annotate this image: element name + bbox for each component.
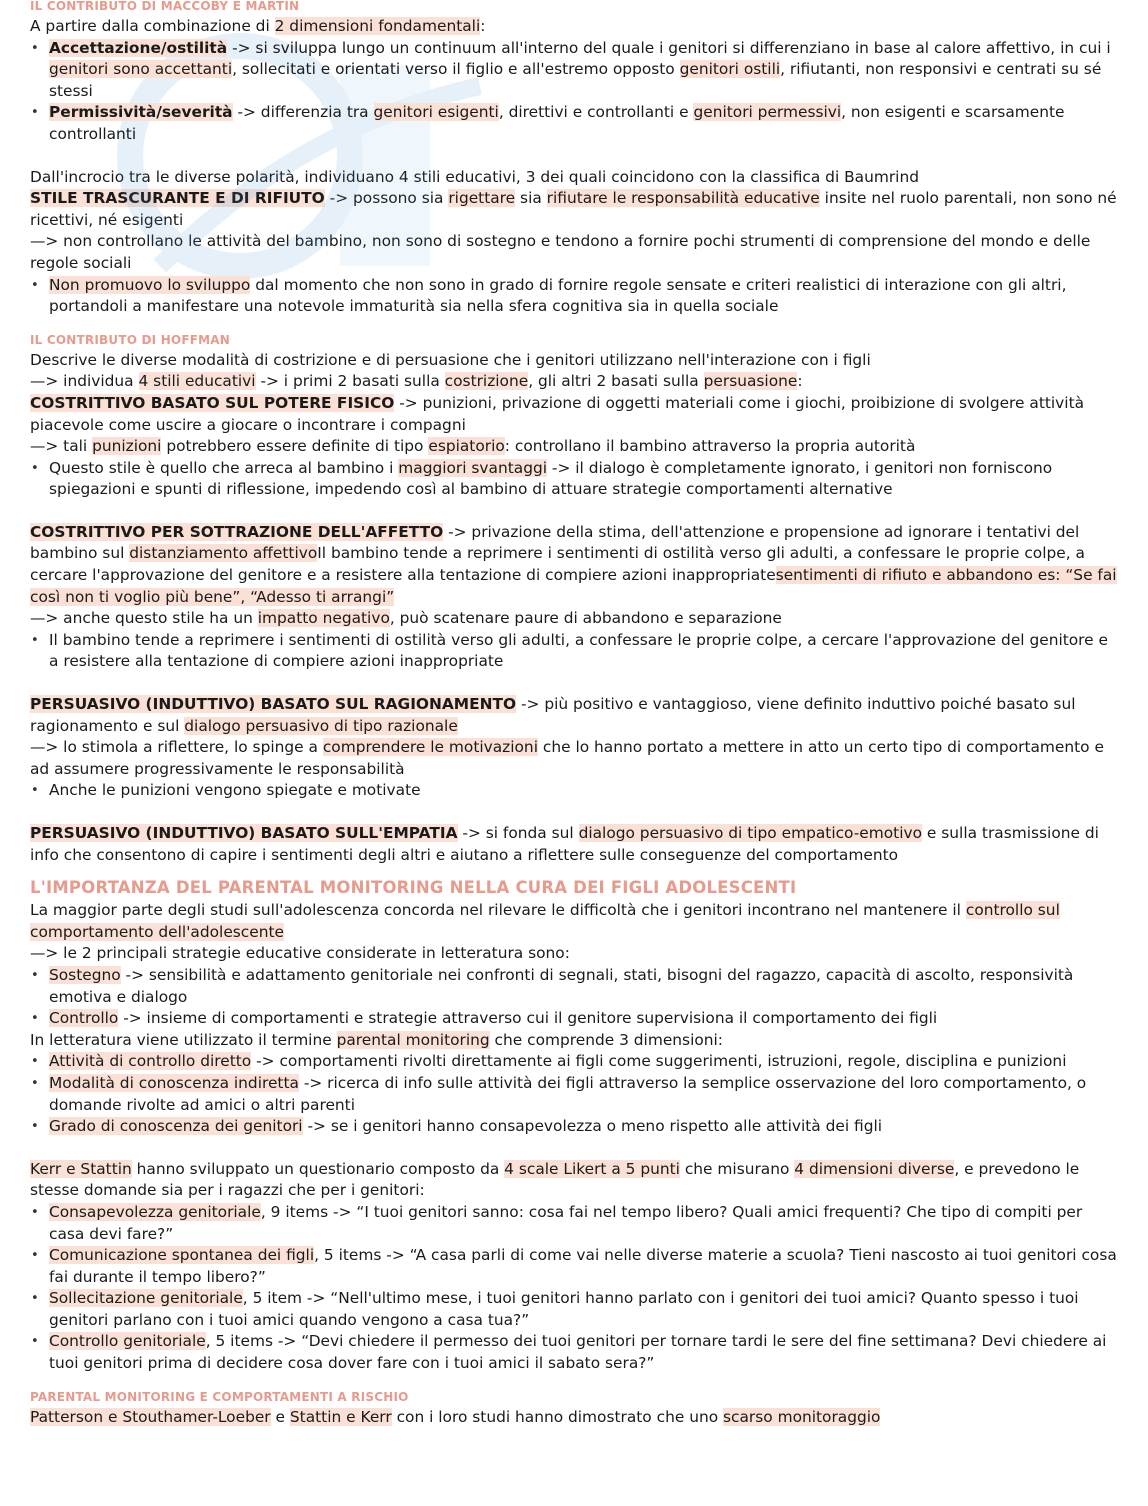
paragraph: COSTRITTIVO PER SOTTRAZIONE DELL'AFFETTO -> privazione della stima, dell'attenzione e propensione ad ignorare i tentativi del bambino sul distanziamento affettivoIl bambino tende a reprimere i sentimenti di ostilità verso gli adulti, a confessare le proprie colpe, a cercare l'approvazione del genitore e a resistere alla tentazione di compiere azioni inappropriatesentimenti di rifiuto e abbandono es: “Se fai così non ti voglio più bene”, “Adesso ti arrangi” [30, 522, 1117, 606]
list-item: • Controllo genitoriale, 5 items -> “Devi chiedere il permesso dei tuoi genitori per tornare tardi le sere del fine settimana? Devi chiedere ai tuoi genitori prima di decidere cosa dover fare con i tuoi amici il sabato sera?” [30, 1331, 1118, 1374]
section-heading-maccoby: IL CONTRIBUTO DI MACCOBY E MARTIN [30, 0, 300, 13]
paragraph: La maggior parte degli studi sull'adolescenza concorda nel rilevare le difficoltà che i genitori incontrano nel mantenere il controllo sul comportamento dell'adolescente [30, 901, 1060, 941]
paragraph: STILE TRASCURANTE E DI RIFIUTO -> possono sia rigettare sia rifiutare le responsabilità educative insite nel ruolo parentali, non sono né ricettivi, né esigenti [30, 189, 1117, 229]
list-item: • Grado di conoscenza dei genitori -> se i genitori hanno consapevolezza o meno rispetto alle attività dei figli [30, 1116, 1118, 1138]
paragraph: Dall'incrocio tra le diverse polarità, individuano 4 stili educativi, 3 dei quali coincidono con la classifica di Baumrind [30, 167, 919, 186]
list-item: • Permissività/severità -> differenzia tra genitori esigenti, direttivi e controllanti e genitori permessivi, non esigenti e scarsamente controllanti [30, 102, 1118, 145]
paragraph: Patterson e Stouthamer-Loeber e Stattin e Kerr con i loro studi hanno dimostrato che uno scarso monitoraggio [30, 1407, 881, 1426]
bullet-list [30, 630, 1118, 673]
list-item: • Controllo -> insieme di comportamenti e strategie attraverso cui il genitore supervisiona il comportamento dei figli [30, 1008, 1118, 1030]
list-item: • Questo stile è quello che arreca al bambino i maggiori svantaggi -> il dialogo è completamente ignorato, i genitori non forniscono spiegazioni e spunti di riflessione, impedendo così al bambino di attuare strategie comportamenti alternative [30, 458, 1118, 501]
list-item: • Sollecitazione genitoriale, 5 item -> “Nell'ultimo mese, i tuoi genitori hanno parlato con i genitori dei tuoi amici? Quanto spesso i tuoi genitori parlano con i tuoi amici quando vengono a casa tua?” [30, 1288, 1118, 1331]
paragraph: PERSUASIVO (INDUTTIVO) BASATO SUL RAGIONAMENTO -> più positivo e vantaggioso, viene definito induttivo poiché basato sul ragionamento e sul dialogo persuasivo di tipo razionale [30, 695, 1076, 735]
bullet-list [30, 780, 1118, 802]
bullet-list-scales [30, 1202, 1118, 1375]
bullet-list [30, 458, 1118, 501]
list-item: • Accettazione/ostilità -> si sviluppa lungo un continuum all'interno del quale i genitori si differenziano in base al calore affettivo, in cui i genitori sono accettanti, sollecitati e orientati verso il figlio e all'estremo opposto genitori ostili, rifiutanti, non responsivi e centrati su sé stessi [30, 38, 1118, 103]
paragraph-intro: A partire dalla combinazione di 2 dimensioni fondamentali: [30, 17, 486, 35]
section-heading-hoffman: IL CONTRIBUTO DI HOFFMAN [30, 332, 230, 347]
list-item: • Il bambino tende a reprimere i sentimenti di ostilità verso gli adulti, a confessare le proprie colpe, a cercare l'approvazione del genitore e a resistere alla tentazione di compiere azioni inappropriate [30, 630, 1118, 673]
section-heading-parental-monitoring: L'IMPORTANZA DEL PARENTAL MONITORING NELLA CURA DEI FIGLI ADOLESCENTI [30, 878, 797, 898]
paragraph: Kerr e Stattin hanno sviluppato un questionario composto da 4 scale Likert a 5 punti che misurano 4 dimensioni diverse, e prevedono le stesse domande sia per i ragazzi che per i genitori: [30, 1159, 1080, 1200]
list-item: • Attività di controllo diretto -> comportamenti rivolti direttamente ai figli come suggerimenti, istruzioni, regole, disciplina e punizioni [30, 1051, 1118, 1073]
list-item: • Sostegno -> sensibilità e adattamento genitoriale nei confronti di segnali, stati, bisogni del ragazzo, capacità di ascolto, responsività emotiva e dialogo [30, 965, 1118, 1008]
list-item: • Modalità di conoscenza indiretta -> ricerca di info sulle attività dei figli attraverso la semplice osservazione del loro comportamento, o domande rivolte ad amici o altri parenti [30, 1073, 1118, 1116]
paragraph: COSTRITTIVO BASATO SUL POTERE FISICO -> punizioni, privazione di oggetti materiali come i giochi, proibizione di svolgere attività piacevole come uscire a giocare o incontrare i compagni [30, 393, 1085, 434]
paragraph: —> lo stimola a riflettere, lo spinge a comprendere le motivazioni che lo hanno portato a mettere in atto un certo tipo di comportamento e ad assumere progressivamente le responsabilità [30, 738, 1104, 778]
list-item: • Comunicazione spontanea dei figli, 5 items -> “A casa parli di come vai nelle diverse materie a scuola? Tieni nascosto ai tuoi genitori cosa fai durante il tempo libero?” [30, 1245, 1118, 1288]
paragraph: —> tali punizioni potrebbero essere definite di tipo espiatorio: controllano il bambino attraverso la propria autorità [30, 437, 916, 456]
section-heading-risk-behaviour: PARENTAL MONITORING E COMPORTAMENTI A RISCHIO [30, 1389, 409, 1404]
paragraph: —> anche questo stile ha un impatto negativo, può scatenare paure di abbandono e separazione [30, 609, 782, 628]
bullet-list-strategies [30, 965, 1118, 1030]
paragraph: —> non controllano le attività del bambino, non sono di sostegno e tendono a fornire pochi strumenti di comprensione del mondo e delle regole sociali [30, 232, 1091, 272]
paragraph: PERSUASIVO (INDUTTIVO) BASATO SULL'EMPATIA -> si fonda sul dialogo persuasivo di tipo empatico-emotivo e sulla trasmissione di info che consentono di capire i sentimenti degli altri e aiutano a riflettere sulle conseguenze del comportamento [30, 824, 1099, 864]
paragraph: —> individua 4 stili educativi -> i primi 2 basati sulla costrizione, gli altri 2 basati sulla persuasione: [30, 372, 803, 391]
bullet-list-dimensions [30, 38, 1118, 146]
paragraph: Descrive le diverse modalità di costrizione e di persuasione che i genitori utilizzano nell'interazione con i figli [30, 350, 871, 369]
list-item: • Non promuovo lo sviluppo dal momento che non sono in grado di fornire regole sensate e criteri realistici di interazione con gli altri, portandoli a manifestare una notevole immaturità sia nella sfera cognitiva sia in quella sociale [30, 275, 1118, 318]
bullet-list [30, 275, 1118, 318]
bullet-list-dimensions [30, 1051, 1118, 1137]
list-item: • Consapevolezza genitoriale, 9 items -> “I tuoi genitori sanno: cosa fai nel tempo libero? Quali amici frequenti? Che tipo di compiti per casa devi fare?” [30, 1202, 1118, 1245]
list-item: • Anche le punizioni vengono spiegate e motivate [30, 780, 1118, 802]
paragraph: In letteratura viene utilizzato il termine parental monitoring che comprende 3 dimensioni: [30, 1030, 723, 1049]
paragraph: —> le 2 principali strategie educative considerate in letteratura sono: [30, 944, 570, 963]
